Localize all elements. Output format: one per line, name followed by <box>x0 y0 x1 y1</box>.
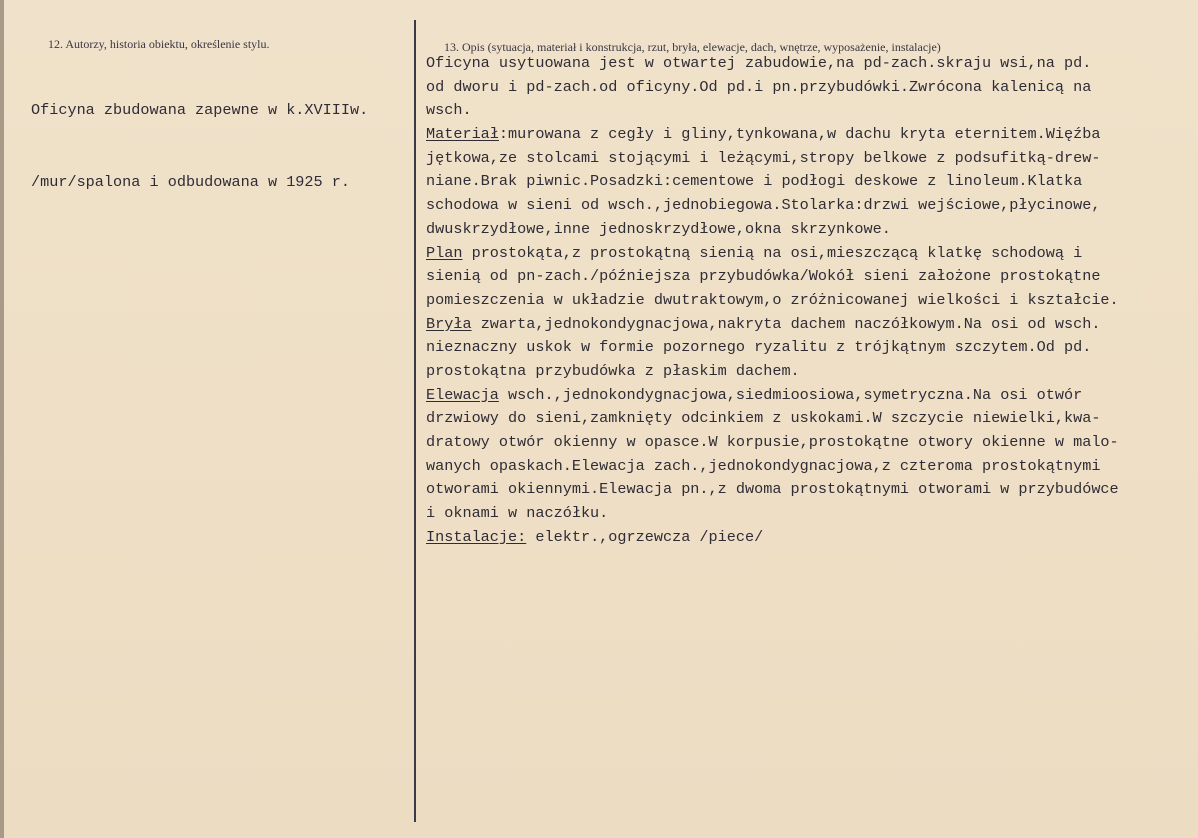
section-13-line <box>426 52 1119 76</box>
section-13-heading: 13. Opis (sytuacja, materiał i konstrukcja, rzut, bryła, elewacje, dach, wnętrze, wyposażenie, instalacje) <box>444 40 941 54</box>
section-13-line <box>426 455 1119 479</box>
line-text: nieznaczny uskok w formie pozornego ryzalitu z trójkątnym szczytem.Od pd. <box>426 338 1092 357</box>
line-text: wanych opaskach.Elewacja zach.,jednokondygnacjowa,z czteroma prostokątnymi <box>426 456 1101 475</box>
line-text: drzwiowy do sieni,zamknięty odcinkiem z uskokami.W szczycie niewielki,kwa- <box>426 409 1101 428</box>
card-edge <box>0 0 4 838</box>
column-divider <box>414 20 416 822</box>
section-13-line <box>426 99 1119 123</box>
line-text: prostokątna przybudówka z płaskim dachem. <box>426 361 800 380</box>
section-12-text <box>31 52 368 242</box>
line-text: jętkowa,ze stolcami stojącymi i leżącymi,stropy belkowe z podsufitką-drew- <box>426 148 1101 167</box>
line-text: prostokąta,z prostokątną sienią na osi,mieszczącą klatkę schodową i <box>462 243 1083 262</box>
section-13-line <box>426 360 1119 384</box>
line-text: i oknami w naczółku. <box>426 504 609 523</box>
section-13-line <box>426 194 1119 218</box>
line-text: niane.Brak piwnic.Posadzki:cementowe i podłogi deskowe z linoleum.Klatka <box>426 172 1083 191</box>
line-text: wsch. <box>426 101 472 120</box>
line-text: od dworu i pd-zach.od oficyny.Od pd.i pn.przybudówki.Zwrócona kalenicą na <box>426 77 1092 96</box>
section-12-heading: 12. Autorzy, historia obiektu, określenie stylu. <box>48 37 270 51</box>
section-12-line: /mur/spalona i odbudowana w 1925 r. <box>31 172 350 191</box>
section-13-text <box>426 52 1119 549</box>
line-text: elektr.,ogrzewcza /piece/ <box>526 527 764 546</box>
line-text: dwuskrzydłowe,inne jednoskrzydłowe,okna skrzynkowe. <box>426 219 891 238</box>
section-13-line <box>426 242 1119 266</box>
underlined-term: Bryła <box>426 314 472 333</box>
section-13-line <box>426 265 1119 289</box>
underlined-term: Materiał <box>426 125 499 144</box>
section-13-line <box>426 170 1119 194</box>
section-13-line <box>426 147 1119 171</box>
section-12-line: Oficyna zbudowana zapewne w k.XVIIIw. <box>31 101 369 120</box>
section-13-line <box>426 502 1119 526</box>
line-text: schodowa w sieni od wsch.,jednobiegowa.Stolarka:drzwi wejściowe,płycinowe, <box>426 196 1101 215</box>
section-13-line <box>426 218 1119 242</box>
section-13-line <box>426 76 1119 100</box>
underlined-term: Instalacje: <box>426 527 527 546</box>
line-text: sienią od pn-zach./późniejsza przybudówka/Wokół sieni założone prostokątne <box>426 267 1101 286</box>
section-13-line <box>426 526 1119 550</box>
line-text: Oficyna usytuowana jest w otwartej zabudowie,na pd-zach.skraju wsi,na pd. <box>426 54 1092 72</box>
underlined-term: Elewacja <box>426 385 499 404</box>
section-13-line <box>426 478 1119 502</box>
line-text: wsch.,jednokondygnacjowa,siedmioosiowa,symetryczna.Na osi otwór <box>498 385 1083 404</box>
section-13-line <box>426 336 1119 360</box>
line-text: pomieszczenia w układzie dwutraktowym,o zróżnicowanej wielkości i kształcie. <box>426 290 1119 309</box>
section-13-line <box>426 313 1119 337</box>
section-13-line <box>426 431 1119 455</box>
section-13-line <box>426 407 1119 431</box>
line-text: :murowana z cegły i gliny,tynkowana,w dachu kryta eternitem.Więźba <box>498 125 1101 144</box>
underlined-term: Plan <box>426 243 463 262</box>
line-text: otworami okiennymi.Elewacja pn.,z dwoma prostokątnymi otworami w przybudówce <box>426 480 1119 499</box>
line-text: zwarta,jednokondygnacjowa,nakryta dachem naczółkowym.Na osi od wsch. <box>471 314 1101 333</box>
section-13-line <box>426 289 1119 313</box>
line-text: dratowy otwór okienny w opasce.W korpusie,prostokątne otwory okienne w malo- <box>426 433 1119 451</box>
section-13-line <box>426 123 1119 147</box>
section-13-line <box>426 384 1119 408</box>
